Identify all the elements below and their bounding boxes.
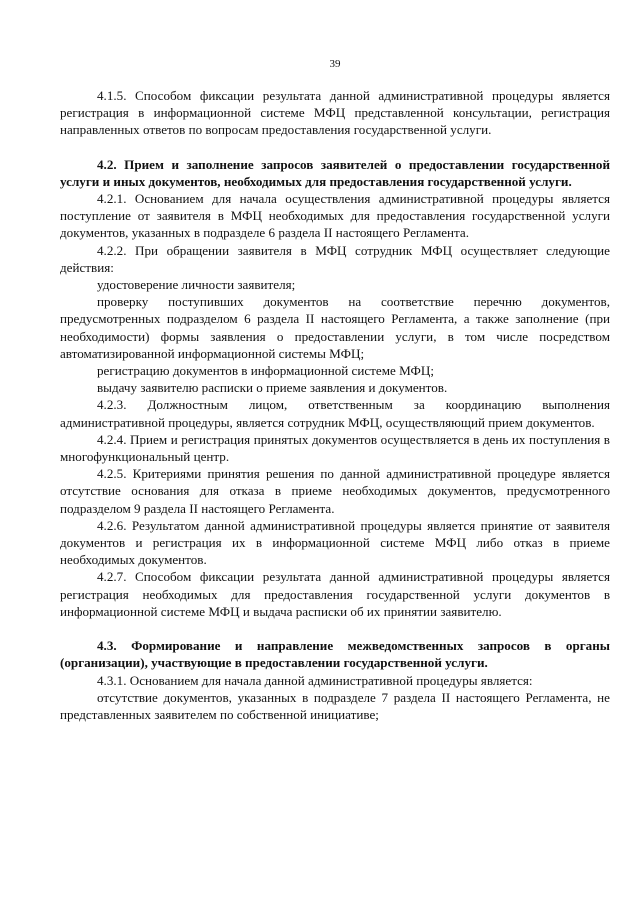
paragraph-4-2-2: 4.2.2. При обращении заявителя в МФЦ сотрудник МФЦ осуществляет следующие действия: (60, 242, 610, 275)
paragraph-4-2-4: 4.2.4. Прием и регистрация принятых документов осуществляется в день их поступления в многофункциональный центр. (60, 431, 610, 465)
list-item-document-check: проверку поступивших документов на соответствие перечню документов, предусмотренных подразделом 6 раздела II настоящего Регламента, а также заполнение (при необходимости) формы заявления о предоставлении услуги, в том числе посредством автоматизированной информационной системы МФЦ; (60, 294, 610, 361)
list-item-receipt-issue: выдачу заявителю расписки о приеме заявления и документов. (97, 380, 448, 396)
paragraph-4-3-1: 4.3.1. Основанием для начала данной административной процедуры является: (97, 672, 533, 688)
paragraph-4-2-6: 4.2.6. Результатом данной административной процедуры является принятие от заявителя документов и регистрация их в информационной системе МФЦ либо отказ в приеме необходимых документов. (60, 517, 610, 568)
paragraph-4-2-7: 4.2.7. Способом фиксации результата данной административной процедуры является регистрация необходимых для предоставления государственной услуги документов в информационной системе МФЦ и выдача расписки об их принятии заявителю. (60, 569, 610, 619)
document-body (60, 87, 610, 723)
paragraph-4-2-5: 4.2.5. Критериями принятия решения по данной административной процедуре является отсутствие основания для отказа в приеме необходимых документов, предусмотренного подразделом 9 раздела II настоящего Регламента. (60, 466, 610, 516)
paragraph-4-2-1: 4.2.1. Основанием для начала осуществления административной процедуры является поступление от заявителя в МФЦ необходимых для предоставления государственной услуги документов, указанных в подразделе 6 раздела II настоящего Регламента. (60, 191, 610, 241)
list-item-document-registration: регистрацию документов в информационной системе МФЦ; (97, 363, 434, 379)
list-item-missing-documents: отсутствие документов, указанных в подразделе 7 раздела II настоящего Регламента, не представленных заявителем по собственной инициативе; (60, 689, 610, 722)
paragraph-4-1-5: 4.1.5. Способом фиксации результата данной административной процедуры является регистрация в информационной системе МФЦ представленной консультации, регистрация направленных ответов по вопросам предоставления государственной услуги. (60, 88, 610, 138)
page-number: 39 (329, 58, 341, 70)
section-heading-4-3: 4.3. Формирование и направление межведомственных запросов в органы (организации), участвующие в предоставлении государственной услуги. (60, 638, 610, 671)
paragraph-4-2-3: 4.2.3. Должностным лицом, ответственным за координацию выполнения административной процедуры, является сотрудник МФЦ, осуществляющий прием документов. (60, 397, 610, 430)
section-heading-4-2: 4.2. Прием и заполнение запросов заявителей о предоставлении государственной услуги и иных документов, необходимых для предоставления государственной услуги. (60, 156, 610, 189)
document-page (60, 0, 610, 905)
list-item-identity-check: удостоверение личности заявителя; (97, 277, 296, 293)
